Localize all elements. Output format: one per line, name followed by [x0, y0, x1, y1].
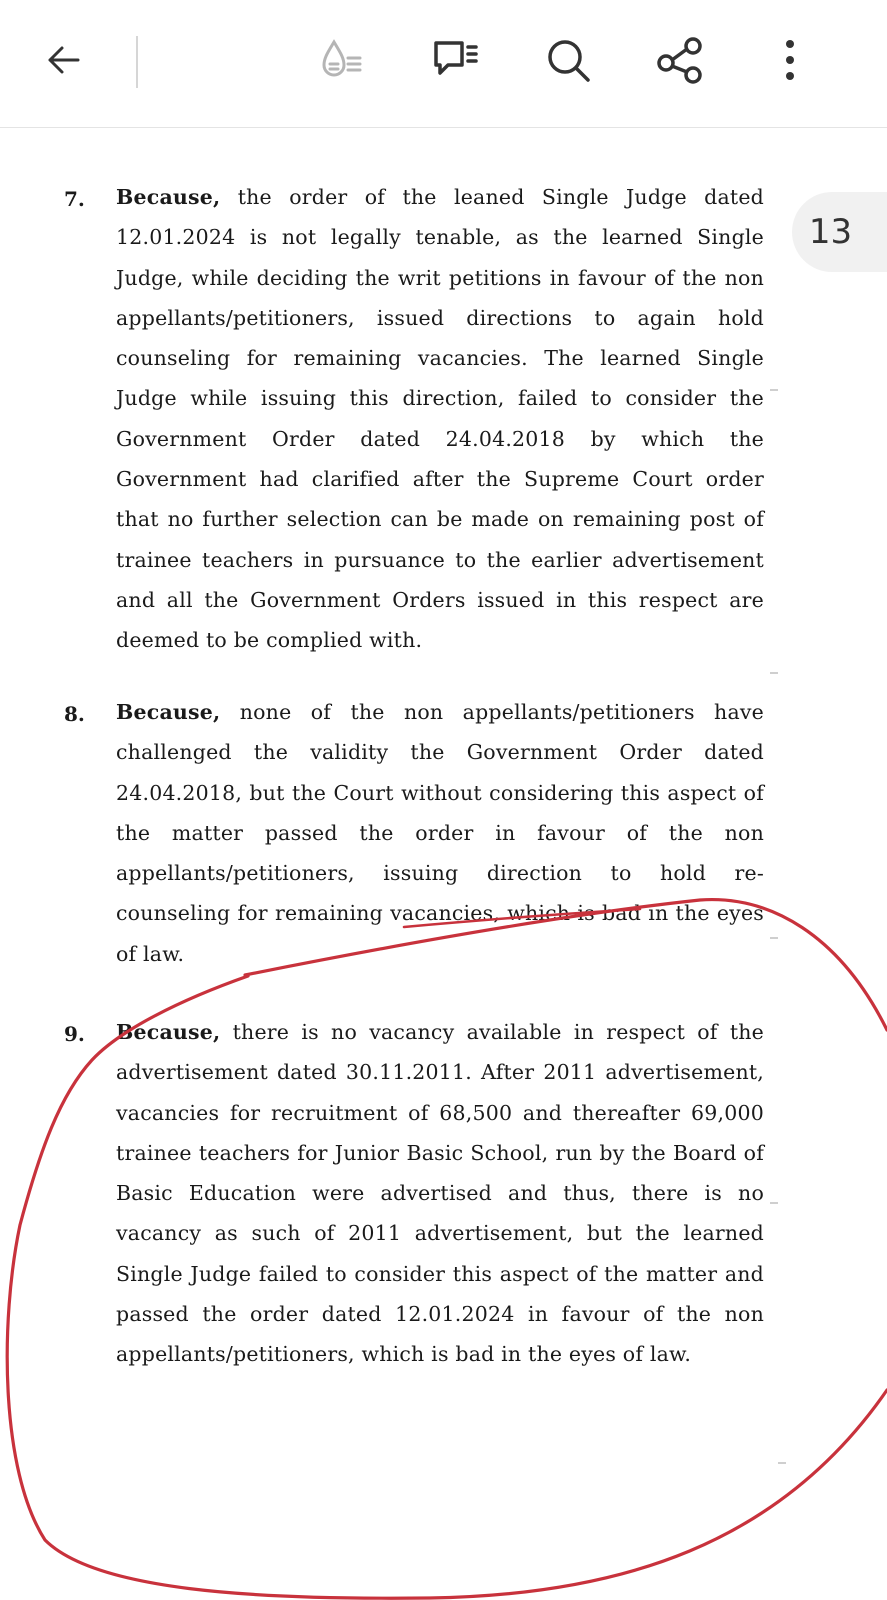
- document-page: [0, 127, 887, 1600]
- back-button[interactable]: [36, 32, 92, 88]
- margin-mark: [770, 1202, 778, 1204]
- comment-icon: [430, 35, 480, 85]
- margin-mark: [770, 937, 778, 939]
- arrow-left-icon: [44, 40, 84, 80]
- share-icon: [655, 35, 705, 85]
- paragraph-lead: Because,: [116, 1020, 221, 1044]
- paragraph-text: Because, the order of the leaned Single Judge dated 12.01.2024 is not legally tenable, as the learned Single Judge, while deciding the writ petitions in favour of the non appellants/petitioners, issued directions to again hold counseling for remaining vacancies. The learned Single Judge while issuing this direction, failed to consider the Government Order dated 24.04.2018 by which the Government had clarified after the Supreme Court order that no further selection can be made on remaining post of trainee teachers in pursuance to the earlier advertisement and all the Government Orders issued in this respect are deemed to be complied with.: [116, 185, 764, 653]
- paragraph-lead: Because,: [116, 700, 221, 724]
- paragraph-lead: Because,: [116, 185, 221, 209]
- margin-mark: [770, 672, 778, 674]
- margin-mark: [770, 389, 778, 391]
- margin-mark: [778, 1462, 786, 1464]
- paragraph-text: Because, there is no vacancy available in respect of the advertisement dated 30.11.2011. After 2011 advertisement, vacancies for recruitment of 68,500 and thereafter 69,000 trainee teachers for Junior Basic School, run by the Board of Basic Education were advertised and thus, there is no vacancy as such of 2011 advertisement, but the learned Single Judge failed to consider this aspect of the matter and passed the order dated 12.01.2024 in favour of the non appellants/petitioners, which is bad in the eyes of law.: [116, 1020, 764, 1367]
- share-button[interactable]: [652, 32, 708, 88]
- search-icon: [544, 36, 592, 84]
- page-number: 13: [808, 212, 853, 252]
- more-vertical-icon: [780, 36, 800, 84]
- reading-mode-icon: [316, 36, 364, 84]
- paragraph-text: Because, none of the non appellants/petitioners have challenged the validity the Government Order dated 24.04.2018, but the Court without considering this aspect of the matter passed the order in favour of the non appellants/petitioners, issuing direction to hold re-counseling for remaining vacancies, which is bad in the eyes of law.: [116, 700, 764, 966]
- paragraph-number: 9.: [64, 1022, 85, 1046]
- paragraph-number: 8.: [64, 702, 85, 726]
- paragraph-number: 7.: [64, 187, 85, 211]
- app-toolbar: [0, 0, 887, 128]
- more-button[interactable]: [762, 32, 818, 88]
- comment-button[interactable]: [427, 32, 483, 88]
- toolbar-divider: [136, 36, 138, 88]
- search-button[interactable]: [540, 32, 596, 88]
- reading-mode-button[interactable]: [312, 32, 368, 88]
